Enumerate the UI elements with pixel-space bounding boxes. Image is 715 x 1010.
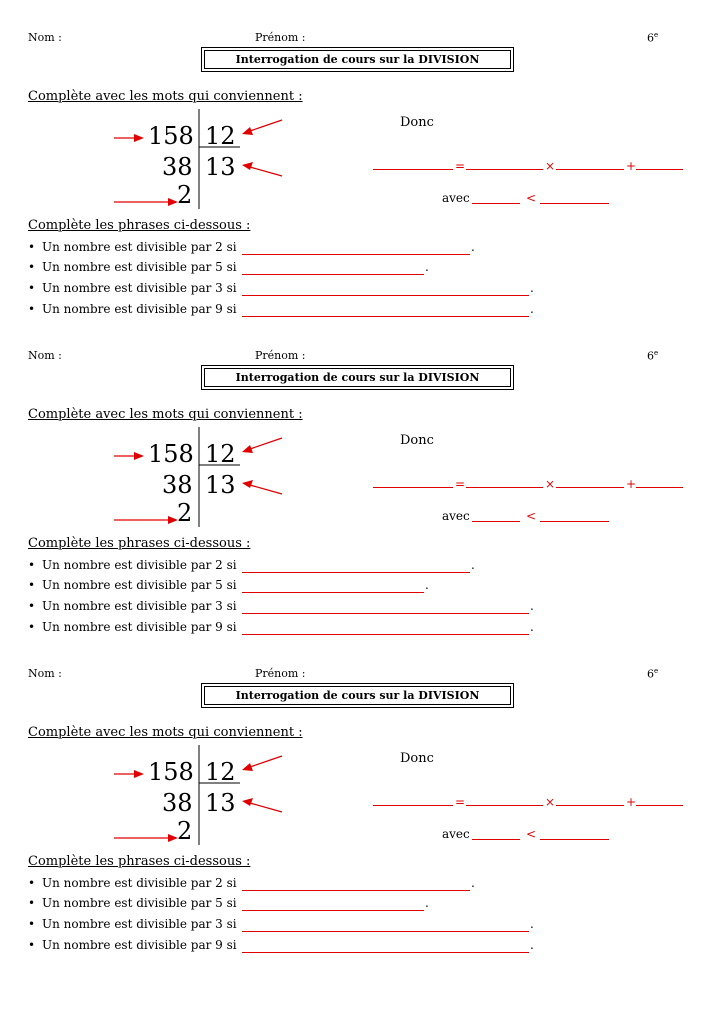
avec-label: avec [442,191,470,205]
arrow-to-dividend-head [134,452,144,460]
equation-blank-1[interactable] [373,487,453,488]
arrow-to-quotient-head [242,798,253,806]
division-diagram [100,745,300,850]
partial-remainder-value: 38 [162,153,193,181]
equation-blank-3[interactable] [556,487,624,488]
sentence-item: • Un nombre est divisible par 5 si [28,896,237,910]
quotient-value: 13 [205,471,236,499]
period: . [471,240,475,254]
answer-blank-divisible-5[interactable] [242,910,424,911]
period: . [530,302,534,316]
sentence-item: • Un nombre est divisible par 2 si [28,558,237,572]
avec-blank-2[interactable] [540,203,609,204]
times-sign: × [545,159,556,173]
arrow-to-divisor-head [242,127,253,135]
less-than-sign: < [526,191,537,205]
divisor-value: 12 [205,440,236,468]
quiz-sheet [0,31,715,349]
answer-blank-divisible-9[interactable] [242,316,529,317]
equation-blank-1[interactable] [373,169,453,170]
sentence-item: • Un nombre est divisible par 9 si [28,620,237,634]
arrow-to-quotient [250,485,282,494]
quotient-value: 13 [205,153,236,181]
avec-blank-2[interactable] [540,839,609,840]
period: . [471,876,475,890]
avec-label: avec [442,827,470,841]
nom-label: Nom : [28,31,62,44]
answer-blank-divisible-2[interactable] [242,572,470,573]
times-sign: × [545,477,556,491]
equation-blank-3[interactable] [556,169,624,170]
page-title: Interrogation de cours sur la DIVISION [204,50,511,69]
period: . [425,578,429,592]
equation-blank-2[interactable] [466,805,543,806]
arrow-to-divisor-head [242,763,253,771]
less-than-sign: < [526,827,537,841]
arrow-to-quotient-head [242,480,253,488]
plus-sign: + [626,477,637,491]
section-heading-complete-sentences: Complète les phrases ci-dessous : [28,536,251,551]
partial-remainder-value: 38 [162,471,193,499]
sentence-item: • Un nombre est divisible par 2 si [28,240,237,254]
arrow-to-divisor-head [242,445,253,453]
answer-blank-divisible-9[interactable] [242,952,529,953]
nom-label: Nom : [28,349,62,362]
section-heading-complete-words: Complète avec les mots qui conviennent : [28,407,303,422]
nom-label: Nom : [28,667,62,680]
plus-sign: + [626,159,637,173]
title-box [201,683,514,708]
equals-sign: = [455,477,466,491]
sentence-item: • Un nombre est divisible par 5 si [28,260,237,274]
arrow-to-dividend-head [134,770,144,778]
arrow-to-dividend-head [134,134,144,142]
answer-blank-divisible-5[interactable] [242,274,424,275]
answer-blank-divisible-9[interactable] [242,634,529,635]
answer-blank-divisible-3[interactable] [242,613,529,614]
division-diagram [100,427,300,532]
equals-sign: = [455,795,466,809]
sentence-item: • Un nombre est divisible par 3 si [28,599,237,613]
arrow-to-divisor [250,756,282,767]
partial-remainder-value: 38 [162,789,193,817]
grade-label: 6e [647,667,659,681]
equation-blank-1[interactable] [373,805,453,806]
period: . [530,599,534,613]
period: . [530,620,534,634]
donc-label: Donc [400,115,434,130]
prenom-label: Prénom : [255,667,306,680]
period: . [471,558,475,572]
grade-label: 6e [647,349,659,363]
quotient-value: 13 [205,789,236,817]
page-title: Interrogation de cours sur la DIVISION [204,368,511,387]
equation-blank-4[interactable] [636,487,683,488]
avec-blank-1[interactable] [472,203,520,204]
equation-blank-4[interactable] [636,169,683,170]
avec-blank-1[interactable] [472,521,520,522]
plus-sign: + [626,795,637,809]
avec-label: avec [442,509,470,523]
less-than-sign: < [526,509,537,523]
dividend-value: 158 [148,122,194,150]
period: . [530,281,534,295]
remainder-value: 2 [177,181,193,209]
prenom-label: Prénom : [255,31,306,44]
answer-blank-divisible-3[interactable] [242,295,529,296]
sentence-item: • Un nombre est divisible par 3 si [28,281,237,295]
answer-blank-divisible-5[interactable] [242,592,424,593]
avec-blank-1[interactable] [472,839,520,840]
divisor-value: 12 [205,122,236,150]
equation-blank-2[interactable] [466,487,543,488]
arrow-to-quotient [250,167,282,176]
quiz-sheet [0,667,715,985]
title-box [201,47,514,72]
sentence-item: • Un nombre est divisible par 5 si [28,578,237,592]
quiz-sheet [0,349,715,667]
remainder-value: 2 [177,499,193,527]
remainder-value: 2 [177,817,193,845]
sentence-item: • Un nombre est divisible par 2 si [28,876,237,890]
section-heading-complete-sentences: Complète les phrases ci-dessous : [28,218,251,233]
avec-blank-2[interactable] [540,521,609,522]
arrow-to-quotient-head [242,162,253,170]
arrow-to-divisor [250,438,282,449]
sentence-item: • Un nombre est divisible par 3 si [28,917,237,931]
answer-blank-divisible-2[interactable] [242,890,470,891]
division-diagram [100,109,300,214]
answer-blank-divisible-2[interactable] [242,254,470,255]
equation-blank-3[interactable] [556,805,624,806]
donc-label: Donc [400,433,434,448]
period: . [530,938,534,952]
section-heading-complete-words: Complète avec les mots qui conviennent : [28,725,303,740]
section-heading-complete-words: Complète avec les mots qui conviennent : [28,89,303,104]
sentence-item: • Un nombre est divisible par 9 si [28,302,237,316]
answer-blank-divisible-3[interactable] [242,931,529,932]
equals-sign: = [455,159,466,173]
sentence-item: • Un nombre est divisible par 9 si [28,938,237,952]
donc-label: Donc [400,751,434,766]
period: . [425,896,429,910]
section-heading-complete-sentences: Complète les phrases ci-dessous : [28,854,251,869]
equation-blank-2[interactable] [466,169,543,170]
page-title: Interrogation de cours sur la DIVISION [204,686,511,705]
dividend-value: 158 [148,440,194,468]
title-box [201,365,514,390]
grade-label: 6e [647,31,659,45]
prenom-label: Prénom : [255,349,306,362]
equation-blank-4[interactable] [636,805,683,806]
period: . [530,917,534,931]
arrow-to-divisor [250,120,282,131]
arrow-to-quotient [250,803,282,812]
times-sign: × [545,795,556,809]
dividend-value: 158 [148,758,194,786]
period: . [425,260,429,274]
divisor-value: 12 [205,758,236,786]
